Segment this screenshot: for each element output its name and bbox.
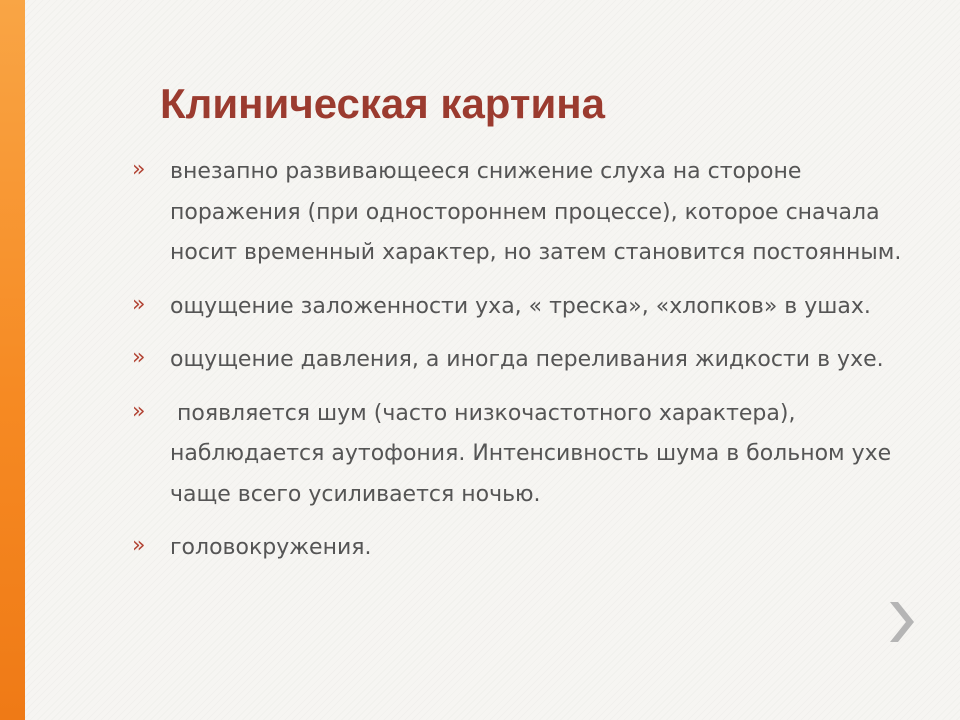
bullet-marker-icon: »	[132, 533, 146, 558]
slide-title: Клиническая картина	[160, 80, 606, 127]
list-item	[132, 528, 922, 569]
bullet-text: внезапно развивающееся снижение слуха на стороне поражения (при одностороннем процессе), которое сначала носит временный характер, но затем становится постоянным.	[170, 159, 902, 265]
bullet-text: ощущение заложенности уха, « треска», «хлопков» в ушах.	[170, 293, 871, 319]
bullet-marker-icon: »	[132, 398, 146, 424]
bullet-text: ощущение давления, а иногда переливания жидкости в ухе.	[170, 347, 884, 372]
chevron-right-icon	[884, 598, 916, 646]
list-item	[132, 287, 922, 328]
bullet-marker-icon: »	[132, 157, 146, 182]
next-slide-button[interactable]	[884, 598, 916, 646]
bullet-text: появляется шум (часто низкочастотного характера), наблюдается аутофония. Интенсивность шума в больном ухе чаще всего усиливается ночью.	[170, 400, 899, 507]
bullet-marker-icon: »	[132, 291, 146, 317]
bullet-list	[132, 152, 922, 582]
list-item	[132, 152, 922, 274]
accent-bar	[0, 0, 25, 720]
bullet-marker-icon: »	[132, 345, 146, 370]
list-item	[132, 340, 922, 381]
list-item	[132, 394, 922, 516]
bullet-text: головокружения.	[170, 535, 372, 560]
